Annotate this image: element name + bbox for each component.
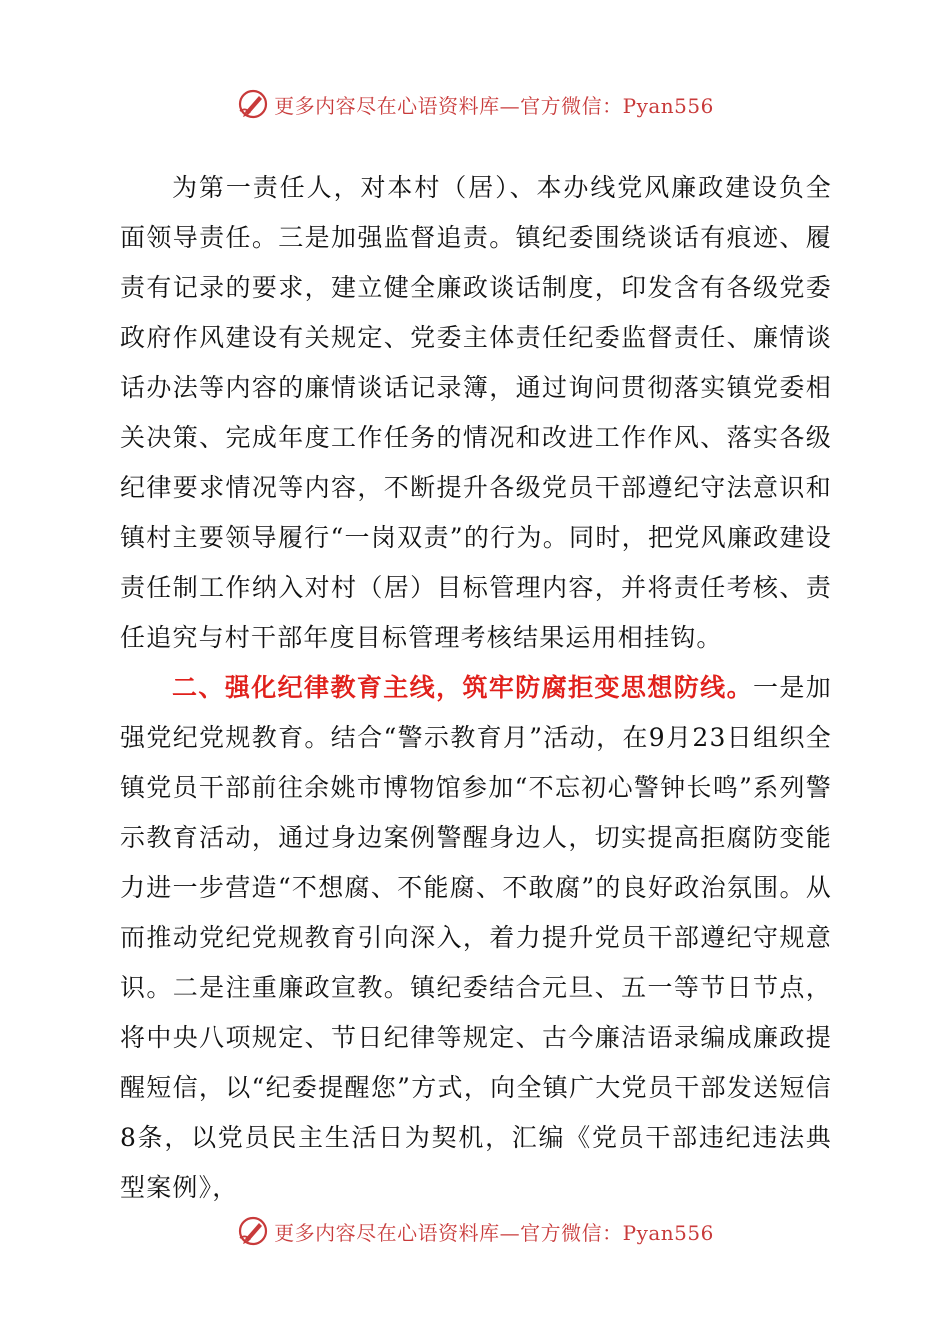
paragraph-1: 为第一责任人，对本村（居）、本办线党风廉政建设负全面领导责任。三是加强监督追责。镇纪委围绕谈话有痕迹、履责有记录的要求，建立健全廉政谈话制度，印发含有各级党委政府作风建设有关规定、党委主体责任纪委监督责任、廉情谈话办法等内容的廉情谈话记录簿，通过询问贯彻落实镇党委相关决策、完成年度工作任务的情况和改进工作作风、落实各级纪律要求情况等内容，不断提升各级党员干部遵纪守法意识和镇村主要领导履行“一岗双责”的行为。同时，把党风廉政建设责任制工作纳入对村（居）目标管理内容，并将责任考核、责任追究与村干部年度目标管理考核结果运用相挂钩。 (120, 173, 832, 652)
watermark-text: 更多内容尽在心语资料库—官方微信：Pyan556 (274, 93, 714, 118)
paragraph-2-text: 一是加强党纪党规教育。结合“警示教育月”活动，在9月23日组织全镇党员干部前往余姚市博物馆参加“不忘初心警钟长鸣”系列警示教育活动，通过身边案例警醒身边人，切实提高拒腐防变能力进一步营造“不想腐、不能腐、不敢腐”的良好政治氛围。从而推动党纪党规教育引向深入，着力提升党员干部遵纪守规意识。二是注重廉政宣教。镇纪委结合元旦、五一等节日节点，将中央八项规定、节日纪律等规定、古今廉洁语录编成廉政提醒短信，以“纪委提醒您”方式，向全镇广大党员干部发送短信8条，以党员民主生活日为契机，汇编《党员干部违纪违法典型案例》， (120, 673, 833, 1202)
pen-logo-icon (236, 1214, 270, 1248)
pen-logo-icon (236, 87, 270, 121)
watermark-text-footer: 更多内容尽在心语资料库—官方微信：Pyan556 (274, 1220, 714, 1245)
footer-watermark (0, 1211, 950, 1251)
section-heading-2: 二、强化纪律教育主线，筑牢防腐拒变思想防线。 (172, 673, 753, 702)
header-watermark (0, 84, 950, 124)
paragraph-2 (120, 663, 832, 1213)
document-body (120, 163, 832, 1213)
